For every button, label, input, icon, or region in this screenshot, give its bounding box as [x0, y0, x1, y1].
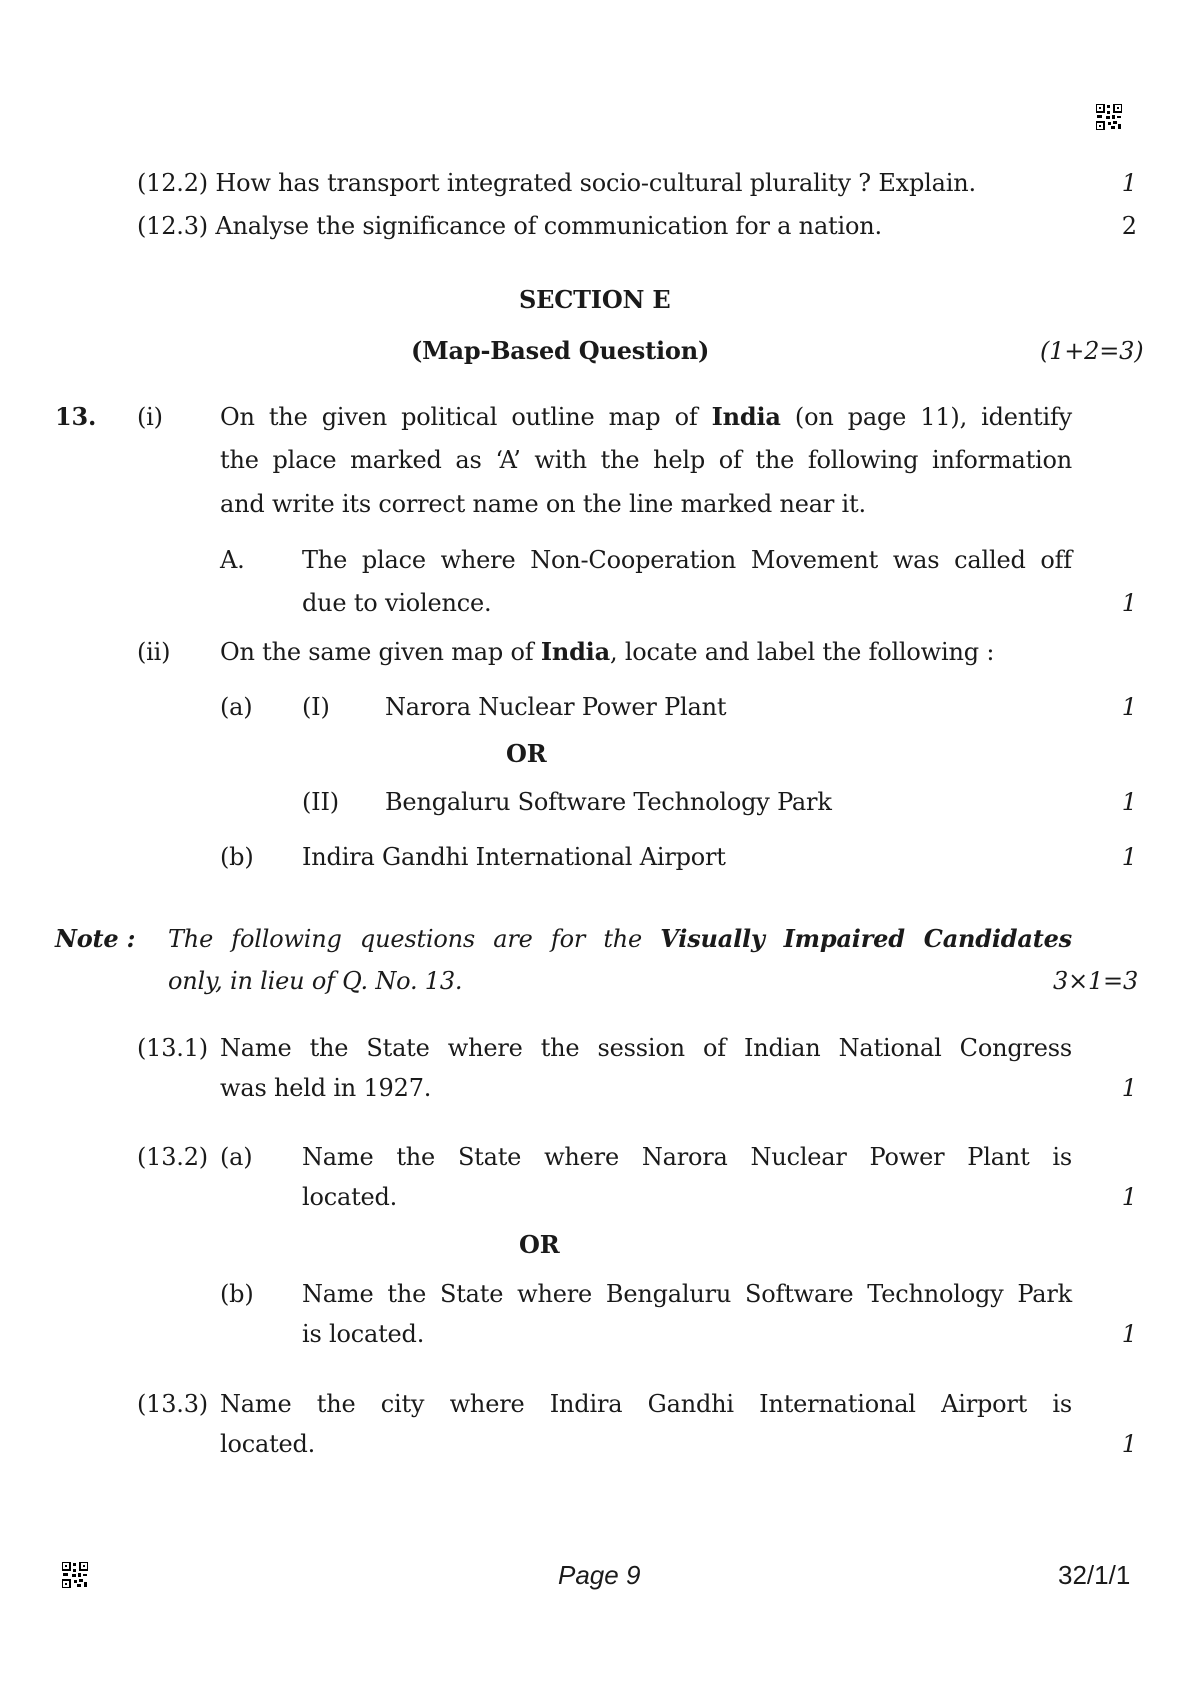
question-number: (12.3) — [137, 212, 208, 240]
marks: 1 — [1121, 589, 1137, 617]
marks: 1 — [1121, 1183, 1137, 1211]
note-line2: only, in lieu of Q. No. 13. — [168, 967, 463, 995]
q13-1-line2: was held in 1927. — [220, 1074, 432, 1102]
note-line1 — [168, 924, 1072, 954]
part-label: (ii) — [137, 638, 171, 666]
paper-code: 32/1/1 — [1058, 1560, 1131, 1590]
qr-code-icon — [62, 1562, 88, 1588]
bold-text: Visually Impaired Candidates — [660, 924, 1072, 953]
or-divider: OR — [506, 739, 547, 768]
text: (on page 11), identify — [780, 403, 1072, 431]
text: Name the State where Narora Nuclear Power Plant is — [302, 1143, 1072, 1171]
text: Name the city where Indira Gandhi International Airport is — [220, 1390, 1072, 1418]
part-ii-text — [220, 637, 994, 667]
section-subtitle: (Map-Based Question) — [411, 336, 710, 365]
sub-label: (a) — [220, 1143, 253, 1171]
section-marks: (1+2=3) — [1040, 337, 1144, 365]
marks: 2 — [1121, 212, 1137, 240]
item-a-line2: due to violence. — [302, 589, 492, 617]
text: The following questions are for the — [168, 925, 661, 953]
marks: 1 — [1121, 1074, 1137, 1102]
page-number: Page 9 — [558, 1560, 641, 1590]
question-text: How has transport integrated socio-cultural plurality ? Explain. — [215, 169, 976, 197]
text: Name the State where Bengaluru Software Technology Park — [302, 1280, 1072, 1308]
sub-label: (I) — [302, 693, 330, 721]
bold-text: India — [711, 402, 781, 431]
bold-text: India — [540, 637, 610, 666]
text: the place marked as ‘A’ with the help of the following information — [220, 446, 1072, 474]
sub-label: (b) — [220, 843, 254, 871]
question-number: (13.1) — [137, 1034, 208, 1062]
question-12-2 — [137, 168, 976, 198]
sub-label: (a) — [220, 693, 253, 721]
part-i-line2 — [220, 445, 1072, 475]
question-number: (12.2) — [137, 169, 208, 197]
sub-label: (b) — [220, 1280, 254, 1308]
item-label: A. — [220, 546, 245, 574]
or-divider: OR — [519, 1230, 560, 1259]
text: , locate and label the following : — [609, 638, 995, 666]
option-text: Indira Gandhi International Airport — [302, 843, 726, 871]
question-text: Analyse the significance of communication for a nation. — [215, 212, 882, 240]
part-i-line3: and write its correct name on the line marked near it. — [220, 490, 866, 518]
text: The place where Non-Cooperation Movement was called off — [302, 546, 1072, 574]
marks: 1 — [1121, 788, 1137, 816]
marks: 1 — [1121, 1430, 1137, 1458]
question-number: 13. — [55, 402, 97, 431]
marks: 1 — [1121, 169, 1137, 197]
marks: 1 — [1121, 1320, 1137, 1348]
part-i-line1 — [220, 402, 1072, 432]
q13-2b-line2: is located. — [302, 1320, 425, 1348]
q13-2a-line1 — [302, 1142, 1072, 1172]
note-marks: 3×1=3 — [1053, 967, 1139, 995]
q13-2b-line1 — [302, 1279, 1072, 1309]
q13-1-line1 — [220, 1033, 1072, 1063]
q13-2a-line2: located. — [302, 1183, 398, 1211]
text: Name the State where the session of Indian National Congress — [220, 1034, 1072, 1062]
note-label: Note : — [55, 924, 136, 953]
text: On the given political outline map of — [220, 403, 712, 431]
question-number: (13.2) — [137, 1143, 208, 1171]
question-number: (13.3) — [137, 1390, 208, 1418]
part-label: (i) — [137, 403, 163, 431]
item-a-line1 — [302, 545, 1072, 575]
sub-label: (II) — [302, 788, 339, 816]
option-text: Narora Nuclear Power Plant — [385, 693, 727, 721]
marks: 1 — [1121, 693, 1137, 721]
marks: 1 — [1121, 843, 1137, 871]
section-title: SECTION E — [519, 285, 671, 314]
q13-3-line2: located. — [220, 1430, 316, 1458]
option-text: Bengaluru Software Technology Park — [385, 788, 832, 816]
text: On the same given map of — [220, 638, 541, 666]
question-12-3 — [137, 211, 882, 241]
qr-code-icon — [1096, 104, 1122, 130]
q13-3-line1 — [220, 1389, 1072, 1419]
